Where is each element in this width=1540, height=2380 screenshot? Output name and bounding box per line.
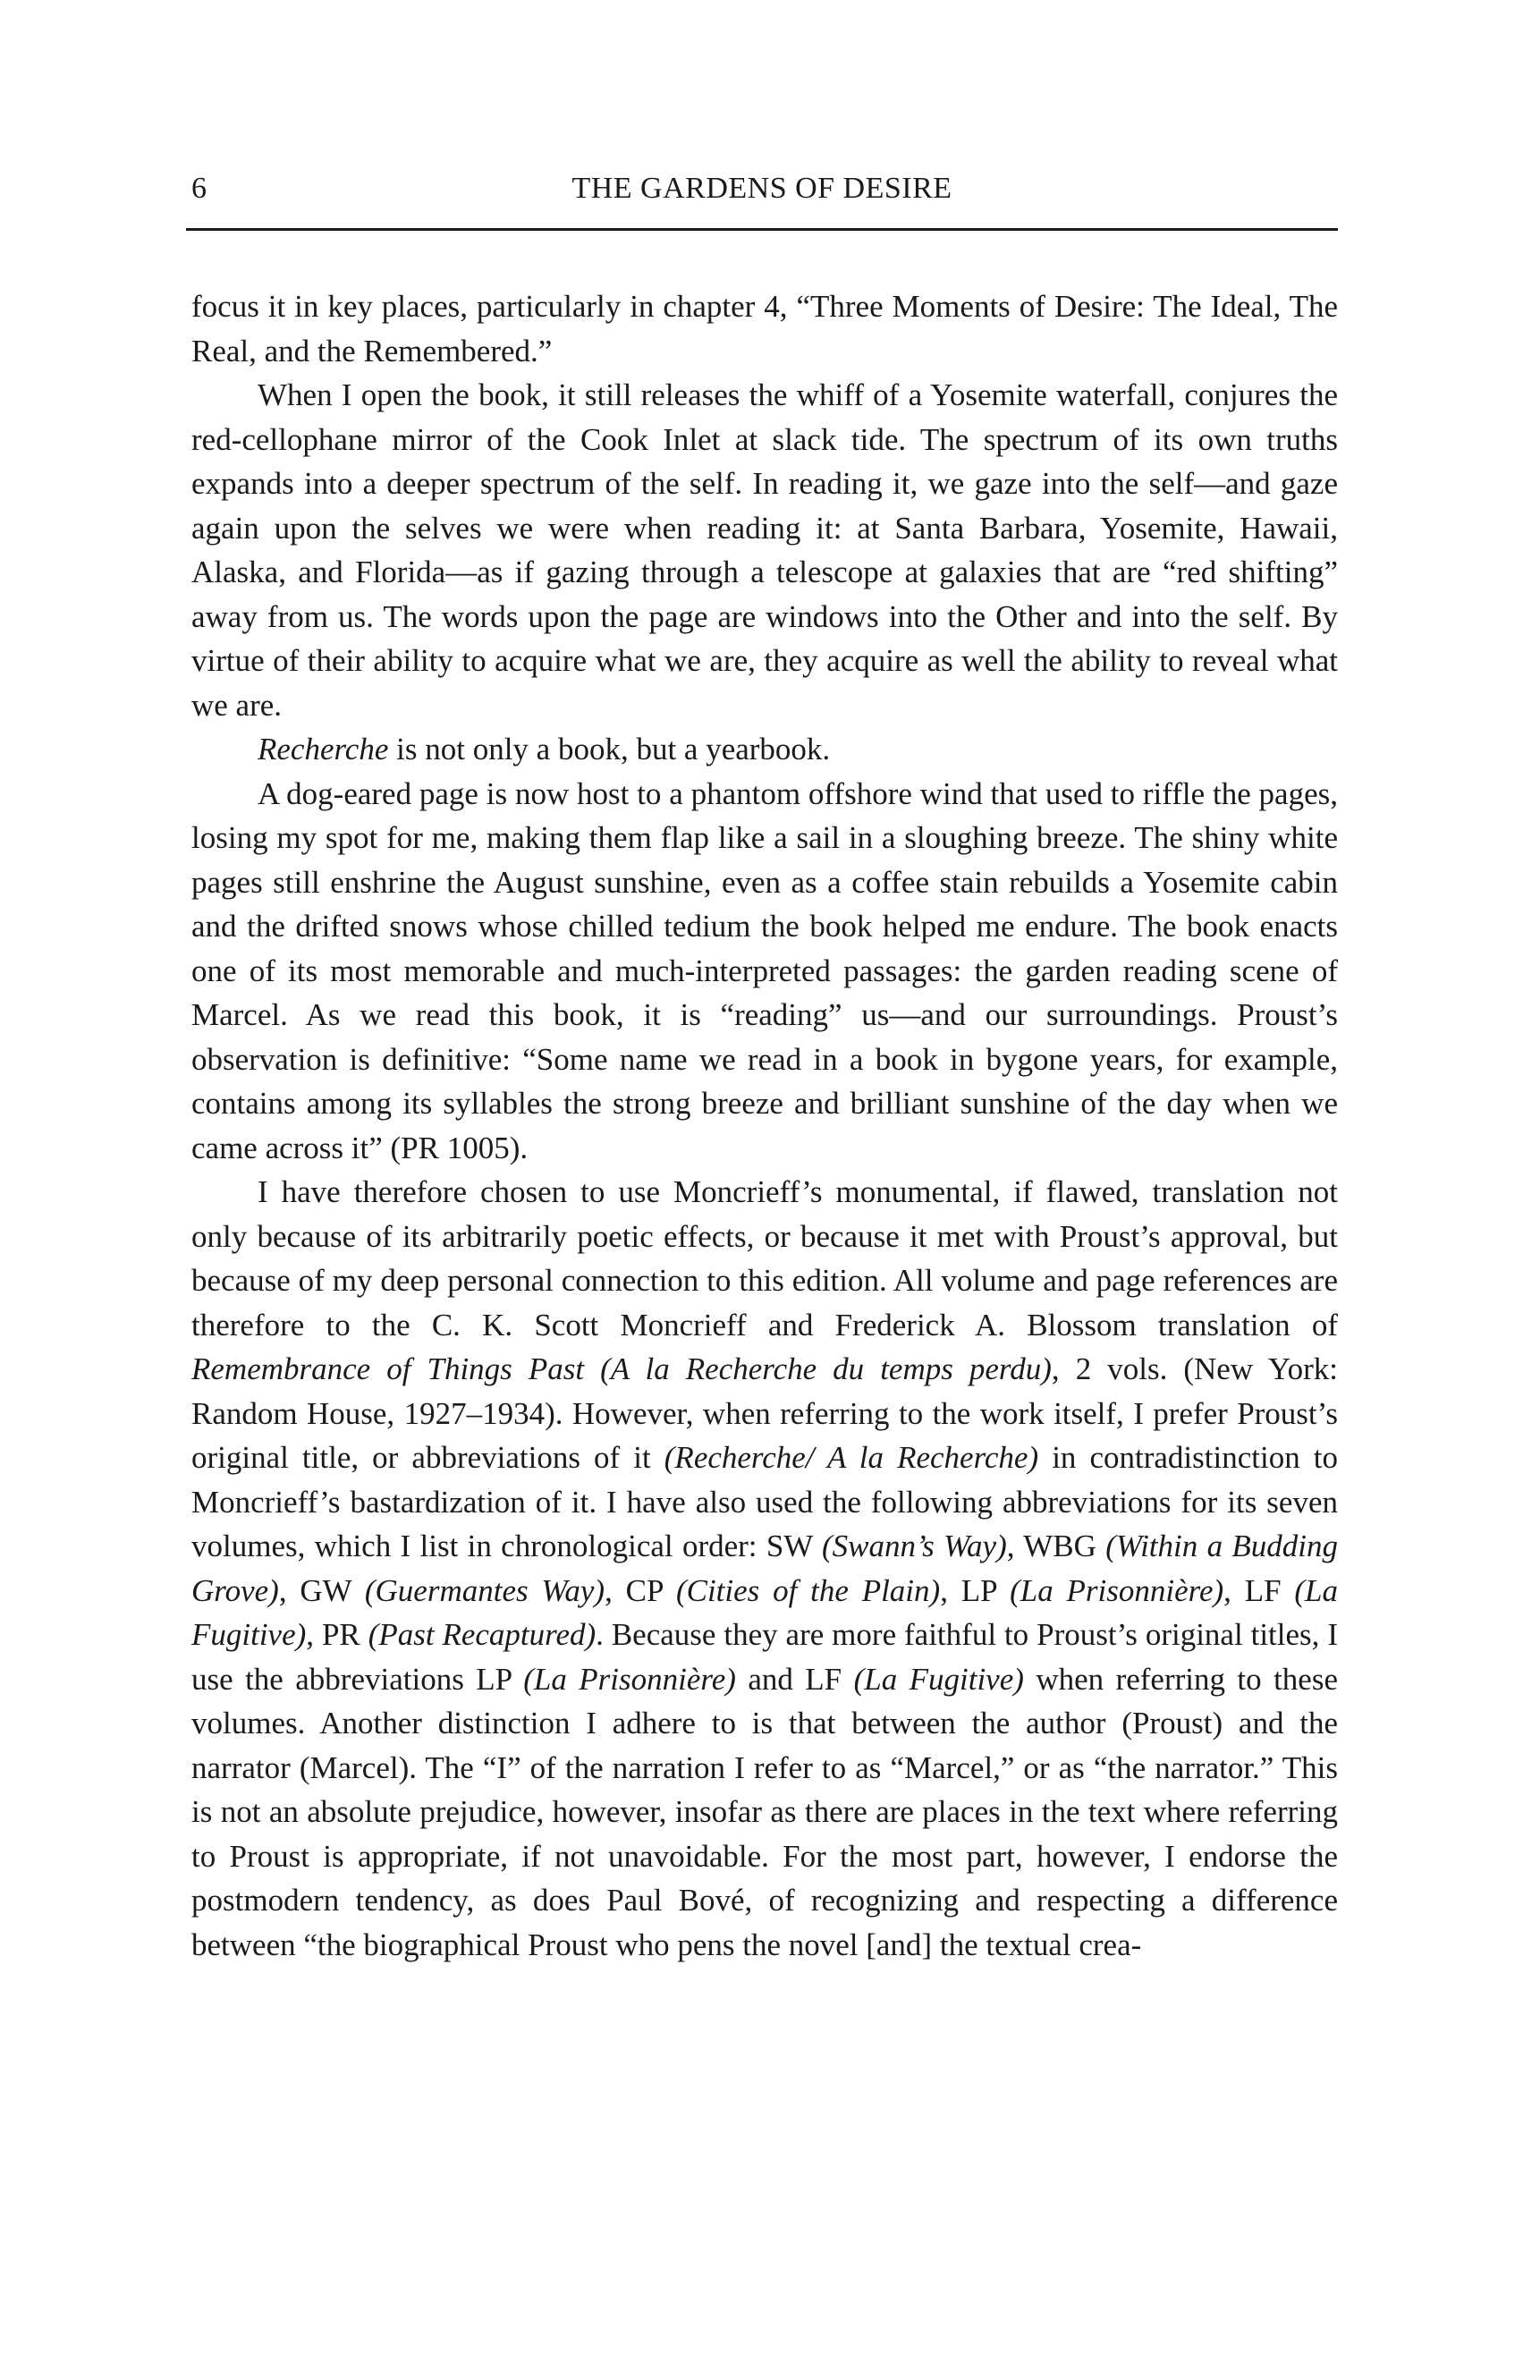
page-header	[186, 166, 1338, 211]
running-head: THE GARDENS OF DESIRE	[571, 172, 952, 205]
paragraph-3: Recherche is not only a book, but a yearbook.	[258, 732, 831, 767]
header-rule	[186, 228, 1338, 231]
page-number: 6	[191, 172, 207, 205]
paragraph-2: When I open the book, it still releases the whiff of a Yosemite waterfall, conjures the red-cellophane mirror of the Cook Inlet at slack tide. The spectrum of its own truths expands into a deeper spectrum of the self. In reading it, we gaze into the self—and gaze again upon the selves we were when reading it: at Santa Barbara, Yosemite, Hawaii, Alaska, and Florida—as if gazing through a telescope at galaxies that are “red shifting” away from us. The words upon the page are windows into the Other and into the self. By virtue of their ability to acquire what we are, they acquire as well the ability to reveal what we are.	[191, 377, 1338, 723]
paragraph-1: focus it in key places, particularly in chapter 4, “Three Moments of Desire: The Ideal, The Real, and the Remembered.”	[191, 289, 1338, 368]
body-text	[191, 284, 1338, 1967]
paragraph-4: A dog-eared page is now host to a phantom offshore wind that used to riffle the pages, losing my spot for me, making them flap like a sail in a sloughing breeze. The shiny white pages still enshrine the August sunshine, even as a coffee stain rebuilds a Yosemite cabin and the drifted snows whose chilled tedium the book helped me endure. The book enacts one of its most memorable and much-interpreted passages: the garden reading scene of Marcel. As we read this book, it is “reading” us—and our surroundings. Proust’s observation is definitive: “Some name we read in a book in bygone years, for example, contains among its syllables the strong breeze and brilliant sunshine of the day when we came across it” (PR 1005).	[191, 775, 1338, 1165]
paragraph-5: I have therefore chosen to use Moncrieff’s monumental, if flawed, translation not only because of its arbitrarily poetic effects, or because it met with Proust’s approval, but because of my deep personal connection to this edition. All volume and page references are therefore to the C. K. Scott Moncrieff and Frederick A. Blossom translation of Remembrance of Things Past (A la Recherche du temps perdu), 2 vols. (New York: Random House, 1927–1934). However, when referring to the work itself, I prefer Proust’s original title, or abbreviations of it (Recherche/ A la Recherche) in contradistinction to Moncrieff’s bastardization of it. I have also used the following abbreviations for its seven volumes, which I list in chronological order: SW (Swann’s Way), WBG (Within a Budding Grove), GW (Guermantes Way), CP (Cities of the Plain), LP (La Prisonnière), LF (La Fugitive), PR (Past Recaptured). Because they are more faithful to Proust’s original titles, I use the abbreviations LP (La Prisonnière) and LF (La Fugitive) when referring to these volumes. Another distinction I adhere to is that between the author (Proust) and the narrator (Marcel). The “I” of the narration I refer to as “Marcel,” or as “the narrator.” This is not an absolute prejudice, however, insofar as there are places in the text where referring to Proust is appropriate, if not unavoidable. For the most part, however, I endorse the postmodern tendency, as does Paul Bové, of recognizing and respecting a difference between “the biographical Proust who pens the novel [and] the textual crea-	[191, 1174, 1339, 1962]
